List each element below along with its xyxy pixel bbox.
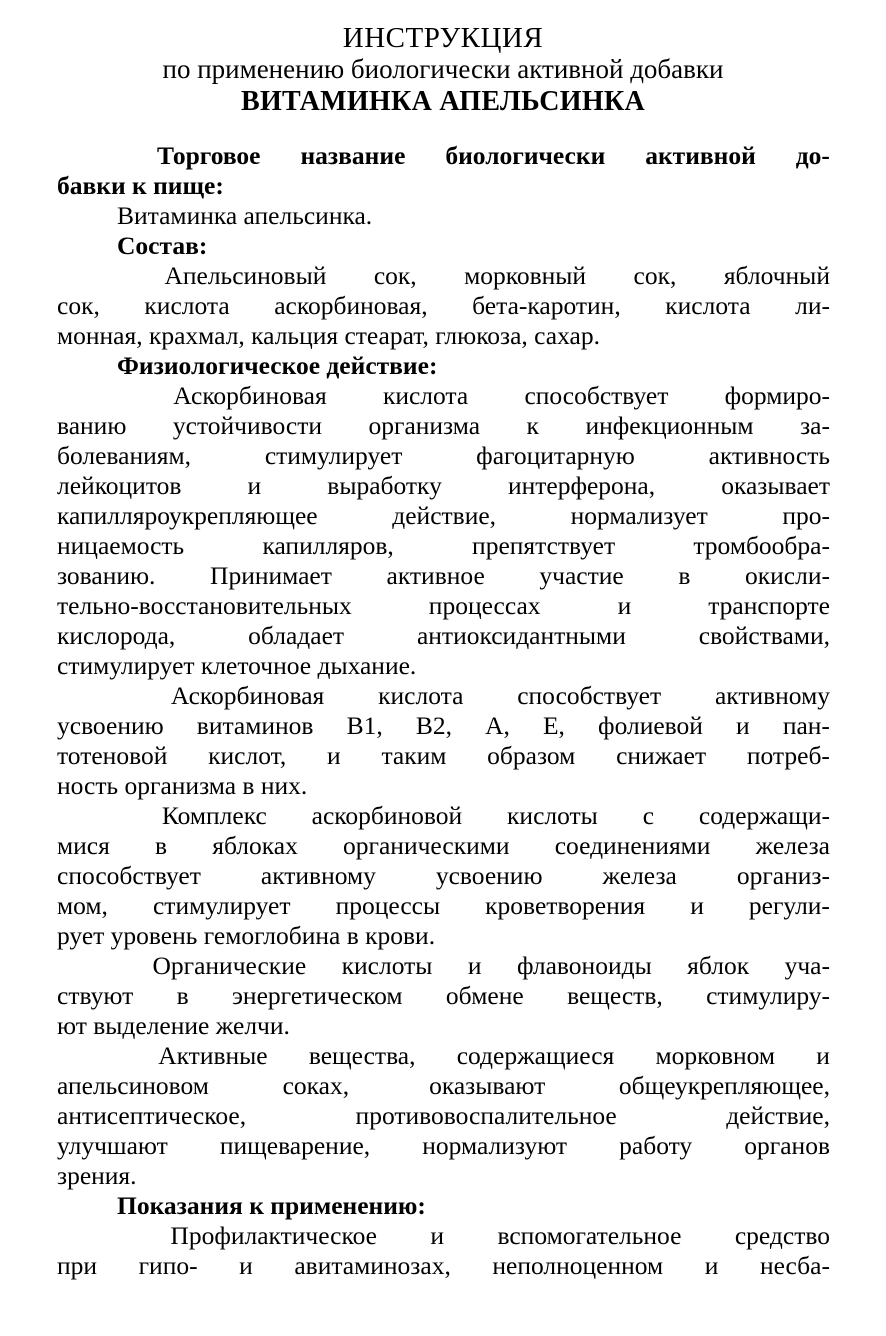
text-line xyxy=(57,501,830,531)
paragraph-indent xyxy=(57,1041,117,1071)
text-line: зрения. xyxy=(57,1161,137,1190)
text-line xyxy=(57,621,830,651)
text-word: гипо- xyxy=(138,1251,198,1280)
text-word: А, xyxy=(485,711,510,740)
text-word: усвоению xyxy=(435,861,543,890)
text-word: тотеновой xyxy=(57,741,168,770)
text-word: кроветворения xyxy=(485,891,646,920)
text-word: образом xyxy=(487,741,576,770)
text-word: в xyxy=(678,561,691,590)
text-word: Аскорбиновая xyxy=(170,681,325,710)
text-word: содержащиеся xyxy=(456,1041,615,1070)
text-word: и xyxy=(467,951,482,980)
text-word: формиро- xyxy=(724,381,830,410)
text-word: Принимает xyxy=(210,561,332,590)
text-word: витаминов xyxy=(196,711,314,740)
text-word: и xyxy=(736,711,750,740)
text-word: выработку xyxy=(327,471,442,500)
text-word: Активные xyxy=(158,1041,268,1070)
text-line xyxy=(57,861,830,891)
text-word: окисли- xyxy=(745,561,830,590)
text-word: активной xyxy=(645,141,756,170)
text-word: капилляров, xyxy=(262,531,394,560)
text-word: морковном xyxy=(655,1041,776,1070)
paragraph-indent xyxy=(57,381,117,411)
text-word: процессы xyxy=(335,891,441,920)
text-word: нормализуют xyxy=(422,1131,568,1160)
page-subtitle: по применению биологически активной добавки xyxy=(162,54,724,84)
paragraph-indent xyxy=(57,801,117,831)
text-word: способствует xyxy=(524,381,669,410)
text-word: яблок xyxy=(687,951,750,980)
text-word: при xyxy=(57,1251,98,1280)
paragraph-indent xyxy=(57,141,117,171)
text-word: сок, xyxy=(373,261,417,290)
paragraph-indent xyxy=(57,261,117,291)
text-word: Аскорбиновая xyxy=(173,381,327,410)
text-word: антисептическое, xyxy=(57,1101,247,1130)
text-line: Витаминка апельсинка. xyxy=(117,201,373,230)
text-word: стимулирует xyxy=(264,441,403,470)
text-word: фагоцитарную xyxy=(476,441,635,470)
text-word: улучшают xyxy=(57,1131,168,1160)
text-word: усвоению xyxy=(57,711,164,740)
paragraph-indent xyxy=(57,681,117,711)
text-line xyxy=(57,711,830,741)
text-word: и xyxy=(704,1251,719,1280)
text-word: органов xyxy=(744,1131,830,1160)
text-word: сок, xyxy=(633,261,677,290)
text-word: устойчивости xyxy=(172,411,322,440)
text-word: общеукрепляющее, xyxy=(618,1071,830,1100)
text-line: ность организма в них. xyxy=(57,771,308,800)
page-title: ИНСТРУКЦИЯ xyxy=(342,22,544,54)
text-word: активному xyxy=(714,681,830,710)
text-word: снижает xyxy=(616,741,707,770)
text-line xyxy=(57,801,830,831)
text-word: регули- xyxy=(748,891,830,920)
text-word: инфекционным xyxy=(585,411,754,440)
text-line xyxy=(57,1041,830,1071)
text-line xyxy=(57,1071,830,1101)
text-word: кислота xyxy=(382,381,469,410)
text-word: действие, xyxy=(726,1101,830,1130)
text-word: свойствами, xyxy=(698,621,830,650)
text-line xyxy=(57,1221,830,1251)
text-word: работу xyxy=(619,1131,693,1160)
text-line xyxy=(57,381,830,411)
text-word: до- xyxy=(795,141,830,170)
text-word: и xyxy=(617,591,632,620)
text-word: кислорода, xyxy=(57,621,176,650)
text-word: и xyxy=(816,1041,830,1070)
text-word: Профилактическое xyxy=(170,1221,377,1250)
text-word: антиоксидантными xyxy=(416,621,626,650)
text-line xyxy=(57,741,830,771)
text-word: потреб- xyxy=(746,741,830,770)
text-word: флавоноиды xyxy=(517,951,652,980)
text-word: морковный xyxy=(464,261,587,290)
text-word: пищеварение, xyxy=(219,1131,371,1160)
text-line xyxy=(57,411,830,441)
text-word: за- xyxy=(800,411,830,440)
text-word: нормализует xyxy=(570,501,708,530)
text-word: участие xyxy=(539,561,624,590)
text-line xyxy=(57,891,830,921)
text-word: бета-каротин, xyxy=(472,291,621,320)
text-word: Комплекс xyxy=(161,801,267,830)
text-word: организма xyxy=(368,411,481,440)
text-word: организ- xyxy=(736,861,830,890)
text-word: активное xyxy=(386,561,485,590)
text-word: и xyxy=(690,891,704,920)
text-word: зованию. xyxy=(57,561,156,590)
text-line xyxy=(57,141,830,171)
text-word: и xyxy=(247,471,262,500)
text-word: аскорбиновая, xyxy=(274,291,428,320)
text-word: процессах xyxy=(428,591,541,620)
text-line xyxy=(57,291,830,321)
text-line xyxy=(57,441,830,471)
text-word: оказывают xyxy=(422,1071,546,1100)
text-word: органическими xyxy=(343,831,510,860)
text-word: лейкоцитов xyxy=(57,471,182,500)
paragraph-indent xyxy=(57,1221,117,1251)
text-line: Показания к применению: xyxy=(117,1191,426,1220)
text-word: пан- xyxy=(782,711,830,740)
text-word: в xyxy=(176,981,189,1010)
text-word: Органические xyxy=(152,951,307,980)
text-word: неполноценном xyxy=(492,1251,664,1280)
text-line xyxy=(57,1131,830,1161)
text-line: Состав: xyxy=(117,231,208,260)
text-word: болеваниям, xyxy=(57,441,191,470)
text-word: яблочный xyxy=(723,261,830,290)
text-word: веществ, xyxy=(567,981,663,1010)
text-word: к xyxy=(526,411,539,440)
text-word: и xyxy=(239,1251,253,1280)
text-word: несба- xyxy=(759,1251,830,1280)
text-word: транспорте xyxy=(708,591,830,620)
text-word: соединениями xyxy=(554,831,711,860)
text-word: активность xyxy=(708,441,830,470)
text-word: капилляроукрепляющее xyxy=(57,501,318,530)
text-word: название xyxy=(300,141,406,170)
text-word: В2, xyxy=(415,711,452,740)
text-word: кислота xyxy=(665,291,751,320)
text-word: Е, xyxy=(542,711,565,740)
text-word: мом, xyxy=(57,891,108,920)
text-word: и xyxy=(430,1221,445,1250)
text-word: кислоты xyxy=(341,951,433,980)
text-line: стимулирует клеточное дыхание. xyxy=(57,651,417,680)
product-name: ВИТАМИНКА АПЕЛЬСИНКА xyxy=(240,86,646,117)
text-line: рует уровень гемоглобина в крови. xyxy=(57,921,436,950)
text-word: тромбообра- xyxy=(693,531,830,560)
text-word: в xyxy=(155,831,168,860)
text-word: апельсиновом xyxy=(57,1071,209,1100)
text-line xyxy=(57,531,830,561)
text-line xyxy=(57,591,830,621)
text-word: с xyxy=(642,801,655,830)
text-word: ствуют xyxy=(57,981,134,1010)
text-word: яблоках xyxy=(212,831,298,860)
text-word: кислота xyxy=(144,291,230,320)
text-word: мися xyxy=(57,831,110,860)
text-word: ванию xyxy=(57,411,127,440)
text-word: противовоспалительное xyxy=(355,1101,617,1130)
document-body xyxy=(57,141,830,1281)
text-word: кислоты xyxy=(507,801,598,830)
text-word: аскорбиновой xyxy=(311,801,463,830)
text-word: железа xyxy=(755,831,830,860)
text-word: про- xyxy=(782,501,830,530)
text-word: авитаминозах, xyxy=(294,1251,451,1280)
text-line: Физиологическое действие: xyxy=(117,351,438,380)
text-word: тельно-восстановительных xyxy=(57,591,352,620)
document-title-block xyxy=(0,22,886,118)
text-line: ют выделение желчи. xyxy=(57,1011,290,1040)
text-word: кислот, xyxy=(208,741,287,770)
text-word: действие, xyxy=(392,501,497,530)
text-word: содержащи- xyxy=(698,801,830,830)
text-word: В1, xyxy=(346,711,383,740)
text-word: и xyxy=(327,741,341,770)
text-word: средство xyxy=(734,1221,830,1250)
text-word: фолиевой xyxy=(598,711,703,740)
text-line xyxy=(57,831,830,861)
text-word: вспомогательное xyxy=(497,1221,682,1250)
text-word: Апельсиновый xyxy=(164,261,327,290)
text-word: энергетическом xyxy=(231,981,403,1010)
text-line xyxy=(57,981,830,1011)
text-word: сок, xyxy=(57,291,100,320)
text-line: монная, крахмал, кальция стеарат, глюкоза, сахар. xyxy=(57,321,600,350)
text-word: уча- xyxy=(784,951,830,980)
text-word: вещества, xyxy=(308,1041,416,1070)
text-word: оказывает xyxy=(721,471,830,500)
text-word: ли- xyxy=(795,291,830,320)
text-word: активному xyxy=(260,861,376,890)
text-line xyxy=(57,561,830,591)
text-word: соках, xyxy=(282,1071,350,1100)
text-word: Торговое xyxy=(156,141,261,170)
text-word: способствует xyxy=(517,681,662,710)
paragraph-indent xyxy=(57,951,117,981)
text-word: обладает xyxy=(248,621,345,650)
text-word: обмене xyxy=(445,981,524,1010)
text-word: таким xyxy=(381,741,447,770)
text-line xyxy=(57,261,830,291)
text-line: бавки к пище: xyxy=(57,171,224,200)
text-word: железа xyxy=(602,861,677,890)
text-line xyxy=(57,1251,830,1281)
text-word: способствует xyxy=(57,861,201,890)
text-line xyxy=(57,951,830,981)
text-line xyxy=(57,471,830,501)
text-word: стимулирует xyxy=(152,891,291,920)
text-word: интерферона, xyxy=(507,471,656,500)
text-line xyxy=(57,681,830,711)
text-word: препятствует xyxy=(472,531,616,560)
text-word: стимулиру- xyxy=(706,981,830,1010)
text-word: кислота xyxy=(378,681,464,710)
text-line xyxy=(57,1101,830,1131)
text-word: биологически xyxy=(445,141,606,170)
text-word: ницаемость xyxy=(57,531,185,560)
